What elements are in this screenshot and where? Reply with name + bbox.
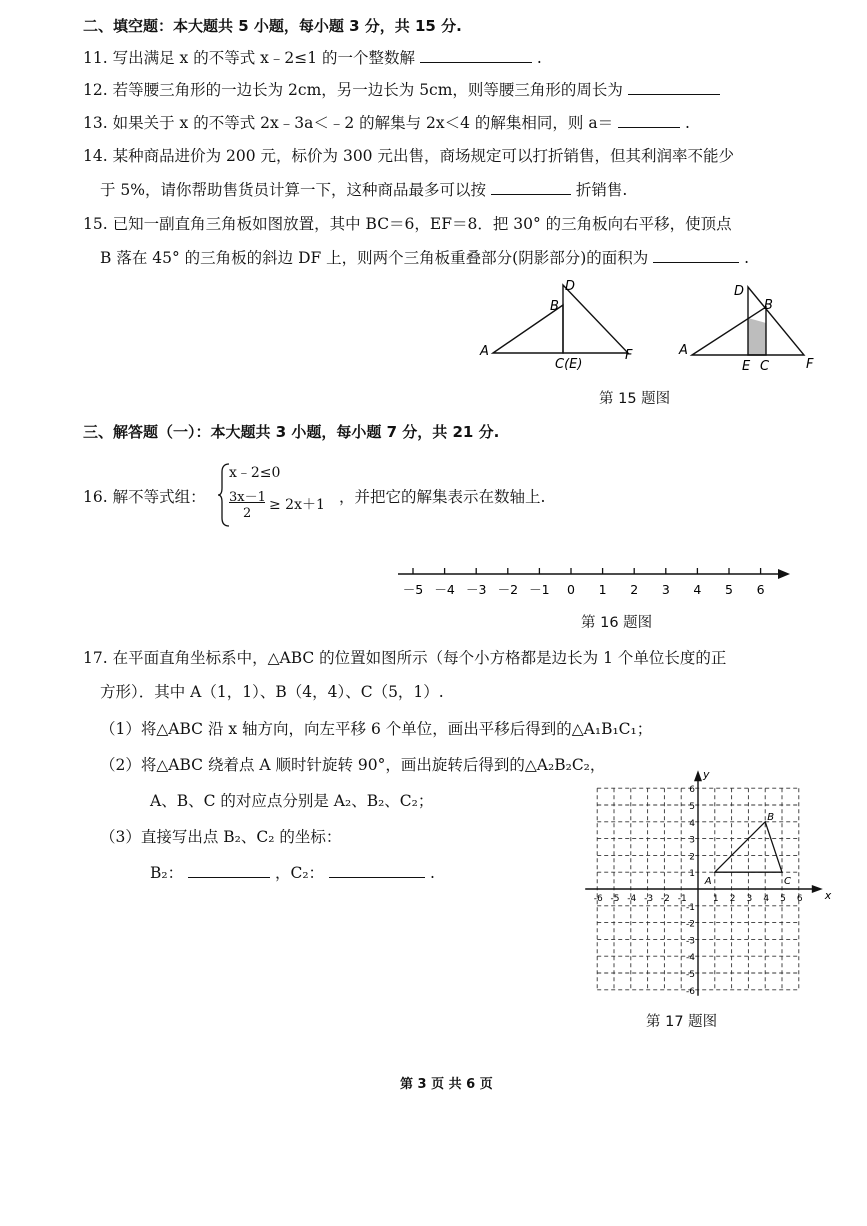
x-tick-label: -6 (593, 894, 603, 904)
point-B-label: B (767, 811, 775, 823)
y-tick-label: -6 (686, 986, 695, 997)
q14-line2b: 折销售. (575, 181, 628, 199)
x-tick-label: 1 (712, 894, 719, 904)
y-tick-label: -3 (686, 936, 695, 947)
fig2-label-A: A (679, 343, 688, 358)
q16-fraction-bar (229, 502, 265, 503)
q11-answer-blank[interactable] (420, 48, 532, 63)
y-tick-label: 3 (689, 835, 695, 846)
x-tick-label: 2 (729, 894, 736, 904)
fig2-label-B: B (764, 298, 773, 313)
y-tick-label: 4 (689, 818, 695, 829)
q17-answer-line (150, 863, 435, 883)
grid-tick-labels (594, 768, 832, 997)
y-tick-label: -1 (686, 902, 695, 913)
q15-line1: 已知一副直角三角板如图放置，其中 BC＝6，EF＝8．把 30° 的三角板向右平移，使顶点 (112, 215, 732, 233)
q17-b2-answer-blank[interactable] (188, 863, 270, 878)
question-15-line-2 (100, 248, 749, 268)
q17-caption: 第 17 题图 (646, 1014, 718, 1030)
triangle-ABC (704, 812, 791, 887)
x-tick-label: 5 (780, 894, 786, 904)
q15-figure (470, 275, 830, 380)
q11-text: 写出满足 x 的不等式 x﹣2≤1 的一个整数解 (112, 49, 415, 67)
section-2-title: 二、填空题：本大题共 5 小题，每小题 3 分，共 15 分. (83, 17, 462, 35)
q16-prefix: 解不等式组： (112, 488, 206, 506)
fig2-label-D: D (734, 284, 745, 299)
x-tick-label: -1 (677, 894, 687, 904)
y-tick-label: -4 (686, 953, 695, 964)
q17-b2-label: B₂： (150, 864, 184, 882)
number-line-tick-label: 1 (598, 582, 607, 597)
q16-number-line (392, 562, 802, 602)
q17-line2: 方形）．其中 A（1，1）、B（4，4）、C（5，1）. (100, 683, 444, 701)
question-14-line-2 (100, 180, 627, 200)
x-tick-label: -3 (644, 894, 654, 904)
q17-coordinate-grid (578, 768, 832, 1003)
q15-number: 15. (83, 215, 108, 233)
fig1-label-C: C(E) (555, 357, 583, 372)
q12-answer-blank[interactable] (628, 80, 720, 95)
fig2-label-C: C (760, 359, 770, 374)
y-tick-label: 6 (689, 785, 695, 796)
number-line-arrow (778, 569, 790, 579)
fig1-label-B: B (550, 299, 559, 314)
overlap-shaded-region (748, 318, 766, 355)
q15-figure-2 (692, 287, 804, 355)
x-axis-arrow (812, 885, 823, 893)
point-A-label: A (704, 876, 712, 888)
q15-figure-1 (493, 285, 628, 353)
number-line-tick-label: 4 (693, 582, 702, 597)
q17-sub1: （1）将△ABC 沿 x 轴方向，向左平移 6 个单位，画出平移后得到的△A₁B₁C₁； (100, 720, 653, 738)
q11-number: 11. (83, 49, 108, 67)
q14-line1: 某种商品进价为 200 元，标价为 300 元出售，商场规定可以打折销售，但其利润率不能少 (112, 147, 734, 165)
question-13 (83, 113, 690, 133)
y-tick-label: 1 (689, 869, 695, 880)
q17-sub3: （3）直接写出点 B₂、C₂ 的坐标： (100, 828, 342, 846)
q16-ineq2-rhs: ≥ 2x＋1 (269, 497, 325, 513)
y-tick-label: -2 (686, 919, 695, 930)
q14-answer-blank[interactable] (491, 180, 571, 195)
q17-sub2: （2）将△ABC 绕着点 A 顺时针旋转 90°，画出旋转后得到的△A₂B₂C₂， (100, 756, 606, 774)
section-3-title: 三、解答题（一）：本大题共 3 小题，每小题 7 分，共 21 分. (83, 423, 500, 441)
q13-answer-blank[interactable] (618, 113, 680, 128)
x-tick-label: -4 (627, 894, 637, 904)
question-11 (83, 48, 542, 68)
x-tick-label: 4 (763, 894, 770, 904)
x-tick-label: 3 (746, 894, 753, 904)
q17-number: 17. (83, 649, 108, 667)
point-C-label: C (784, 876, 791, 888)
triangle-45-deg (563, 285, 628, 353)
q15-caption: 第 15 题图 (599, 391, 671, 407)
number-line-tick-label: 5 (725, 582, 733, 597)
number-line-tick-label: －4 (434, 582, 455, 597)
q14-number: 14. (83, 147, 108, 165)
q17-c2-label: ，C₂： (274, 864, 325, 882)
y-tick-label: 5 (689, 802, 695, 812)
q15-line2: B 落在 45° 的三角板的斜边 DF 上，则两个三角板重叠部分(阴影部分)的面积为 (100, 249, 649, 267)
fig2-label-F: F (806, 357, 814, 372)
number-line-tick-label: －1 (529, 582, 550, 597)
y-axis-label: y (703, 768, 710, 782)
fig1-label-D: D (565, 279, 576, 294)
q13-end: . (684, 114, 690, 132)
number-line-tick-label: －3 (465, 582, 487, 597)
q16-suffix: ，并把它的解集表示在数轴上. (339, 488, 546, 506)
q17-line1: 在平面直角坐标系中，△ABC 的位置如图所示（每个小方格都是边长为 1 个单位长度的正 (112, 649, 727, 667)
q16-inequality-1: x﹣2≤0 (229, 465, 281, 481)
x-tick-label: -2 (660, 894, 670, 904)
x-tick-label: 6 (796, 894, 803, 904)
number-line-tick-label: 2 (630, 582, 639, 597)
q16-ineq2-denominator: 2 (243, 506, 252, 521)
y-tick-label: 2 (689, 852, 695, 863)
fig1-label-F: F (625, 348, 633, 363)
number-line-tick-label: 0 (567, 582, 575, 597)
q13-number: 13. (83, 114, 108, 132)
question-14-line-1 (83, 146, 734, 166)
q16-ineq2-numerator: 3x－1 (229, 490, 266, 505)
q17-end: . (429, 864, 435, 882)
question-12 (83, 80, 720, 100)
number-line-tick-label: －2 (497, 582, 519, 597)
number-line-tick-label: 3 (661, 582, 670, 597)
q12-text: 若等腰三角形的一边长为 2cm，另一边长为 5cm，则等腰三角形的周长为 (112, 81, 623, 99)
fig1-label-A: A (480, 344, 489, 359)
q11-end: . (536, 49, 542, 67)
q17-sub2b: A、B、C 的对应点分别是 A₂、B₂、C₂； (150, 792, 434, 810)
q12-number: 12. (83, 81, 108, 99)
q15-end: . (744, 249, 750, 267)
q14-line2a: 于 5%，请你帮助售货员计算一下，这种商品最多可以按 (100, 181, 487, 199)
q13-text: 如果关于 x 的不等式 2x﹣3a＜﹣2 的解集与 2x＜4 的解集相同，则 a＝ (112, 114, 614, 132)
y-tick-label: -5 (686, 970, 695, 980)
page-footer: 第 3 页 共 6 页 (400, 1077, 493, 1092)
q17-c2-answer-blank[interactable] (329, 863, 425, 878)
number-line-tick-label: －5 (402, 582, 424, 597)
x-tick-label: -5 (610, 894, 620, 904)
q16-number: 16. (83, 488, 108, 506)
q16-caption: 第 16 题图 (581, 615, 653, 631)
q15-answer-blank[interactable] (653, 248, 739, 263)
number-line-ticks (403, 568, 765, 597)
question-15-line-1 (83, 214, 732, 234)
y-axis-arrow (694, 770, 702, 781)
number-line-tick-label: 6 (756, 582, 765, 597)
question-17-line-1 (83, 648, 726, 668)
question-16 (83, 460, 583, 530)
x-axis-label: x (824, 889, 832, 902)
fig2-label-E: E (742, 359, 751, 374)
